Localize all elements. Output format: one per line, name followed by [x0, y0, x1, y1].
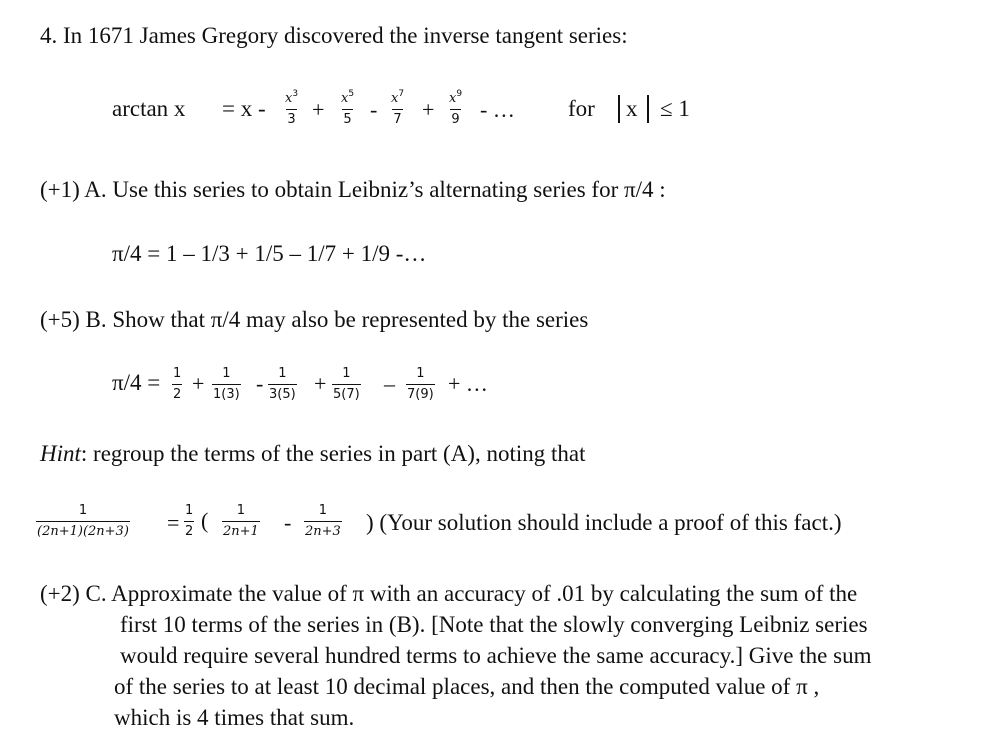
- arctan-term-3: $\frac{x^7}{7}$: [391, 89, 405, 127]
- part-c-line-5: which is 4 times that sum.: [114, 705, 355, 730]
- part-b-op-1: +: [192, 371, 205, 396]
- condition-for: for: [568, 96, 595, 121]
- part-b-lhs: π/4 =: [112, 370, 161, 395]
- abs-bar-left: [618, 95, 620, 123]
- part-b-frac-3: $\frac{1}{3(5)}$: [269, 366, 296, 402]
- problem-title: 4. In 1671 James Gregory discovered the inverse tangent series:: [40, 23, 628, 48]
- part-b-text: (+5) B. Show that π/4 may also be represented by the series: [40, 307, 589, 332]
- identity-minus: -: [284, 510, 292, 535]
- part-b-frac-4: $\frac{1}{5(7)}$: [333, 366, 360, 402]
- arctan-op-3: +: [422, 97, 435, 122]
- identity-eq: =: [167, 510, 180, 535]
- part-a-text: (+1) A. Use this series to obtain Leibniz’s alternating series for π/4 :: [40, 177, 666, 202]
- part-b-op-2: -: [256, 371, 264, 396]
- arctan-term-1: $\frac{x^3}{3}$: [285, 89, 299, 127]
- identity-open-paren: (: [201, 508, 209, 533]
- arctan-op-2: -: [370, 97, 378, 122]
- hint-text: : regroup the terms of the series in part (A), noting that: [80, 441, 586, 466]
- condition-rel: ≤ 1: [660, 96, 690, 121]
- identity-frac-2: $\frac{1}{2n+3}$: [305, 503, 341, 539]
- arctan-term-2: $\frac{x^5}{5}$: [341, 89, 355, 127]
- identity-close-note: ) (Your solution should include a proof of this fact.): [366, 510, 842, 535]
- part-b-op-3: +: [314, 371, 327, 396]
- part-b-frac-5: $\frac{1}{7(9)}$: [407, 366, 434, 402]
- arctan-eq-x: = x -: [222, 96, 266, 121]
- leibniz-formula: π/4 = 1 – 1/3 + 1/5 – 1/7 + 1/9 -…: [112, 241, 427, 266]
- arctan-op-4: - …: [480, 97, 515, 122]
- part-b-frac-2: $\frac{1}{1(3)}$: [213, 366, 240, 402]
- part-b-op-4: –: [384, 371, 395, 396]
- part-c-paragraph: [40, 578, 871, 733]
- identity-lhs-frac: $\frac{1}{(2n+1)(2n+3)}$: [37, 503, 129, 539]
- part-b-frac-1: $\frac{1}{2}$: [173, 366, 182, 402]
- arctan-lhs: arctan x: [112, 96, 186, 121]
- hint-label: Hint: [40, 441, 81, 466]
- condition-var: x: [626, 96, 638, 121]
- abs-bar-right: [647, 95, 649, 123]
- part-c-line-1: (+2) C. Approximate the value of π with an accuracy of .01 by calculating the sum of the: [40, 581, 858, 606]
- hint-line: [40, 440, 585, 468]
- part-c-line-4: of the series to at least 10 decimal places, and then the computed value of π ,: [114, 674, 820, 699]
- part-b-op-5: + …: [448, 371, 488, 396]
- arctan-term-4: $\frac{x^9}{9}$: [449, 89, 463, 127]
- part-c-line-3: would require several hundred terms to achieve the same accuracy.] Give the sum: [120, 643, 872, 668]
- identity-frac-1: $\frac{1}{2n+1}$: [223, 503, 259, 539]
- part-c-line-2: first 10 terms of the series in (B). [Note that the slowly converging Leibniz series: [120, 612, 868, 637]
- arctan-op-1: +: [312, 97, 325, 122]
- identity-half-frac: $\frac{1}{2}$: [185, 503, 194, 539]
